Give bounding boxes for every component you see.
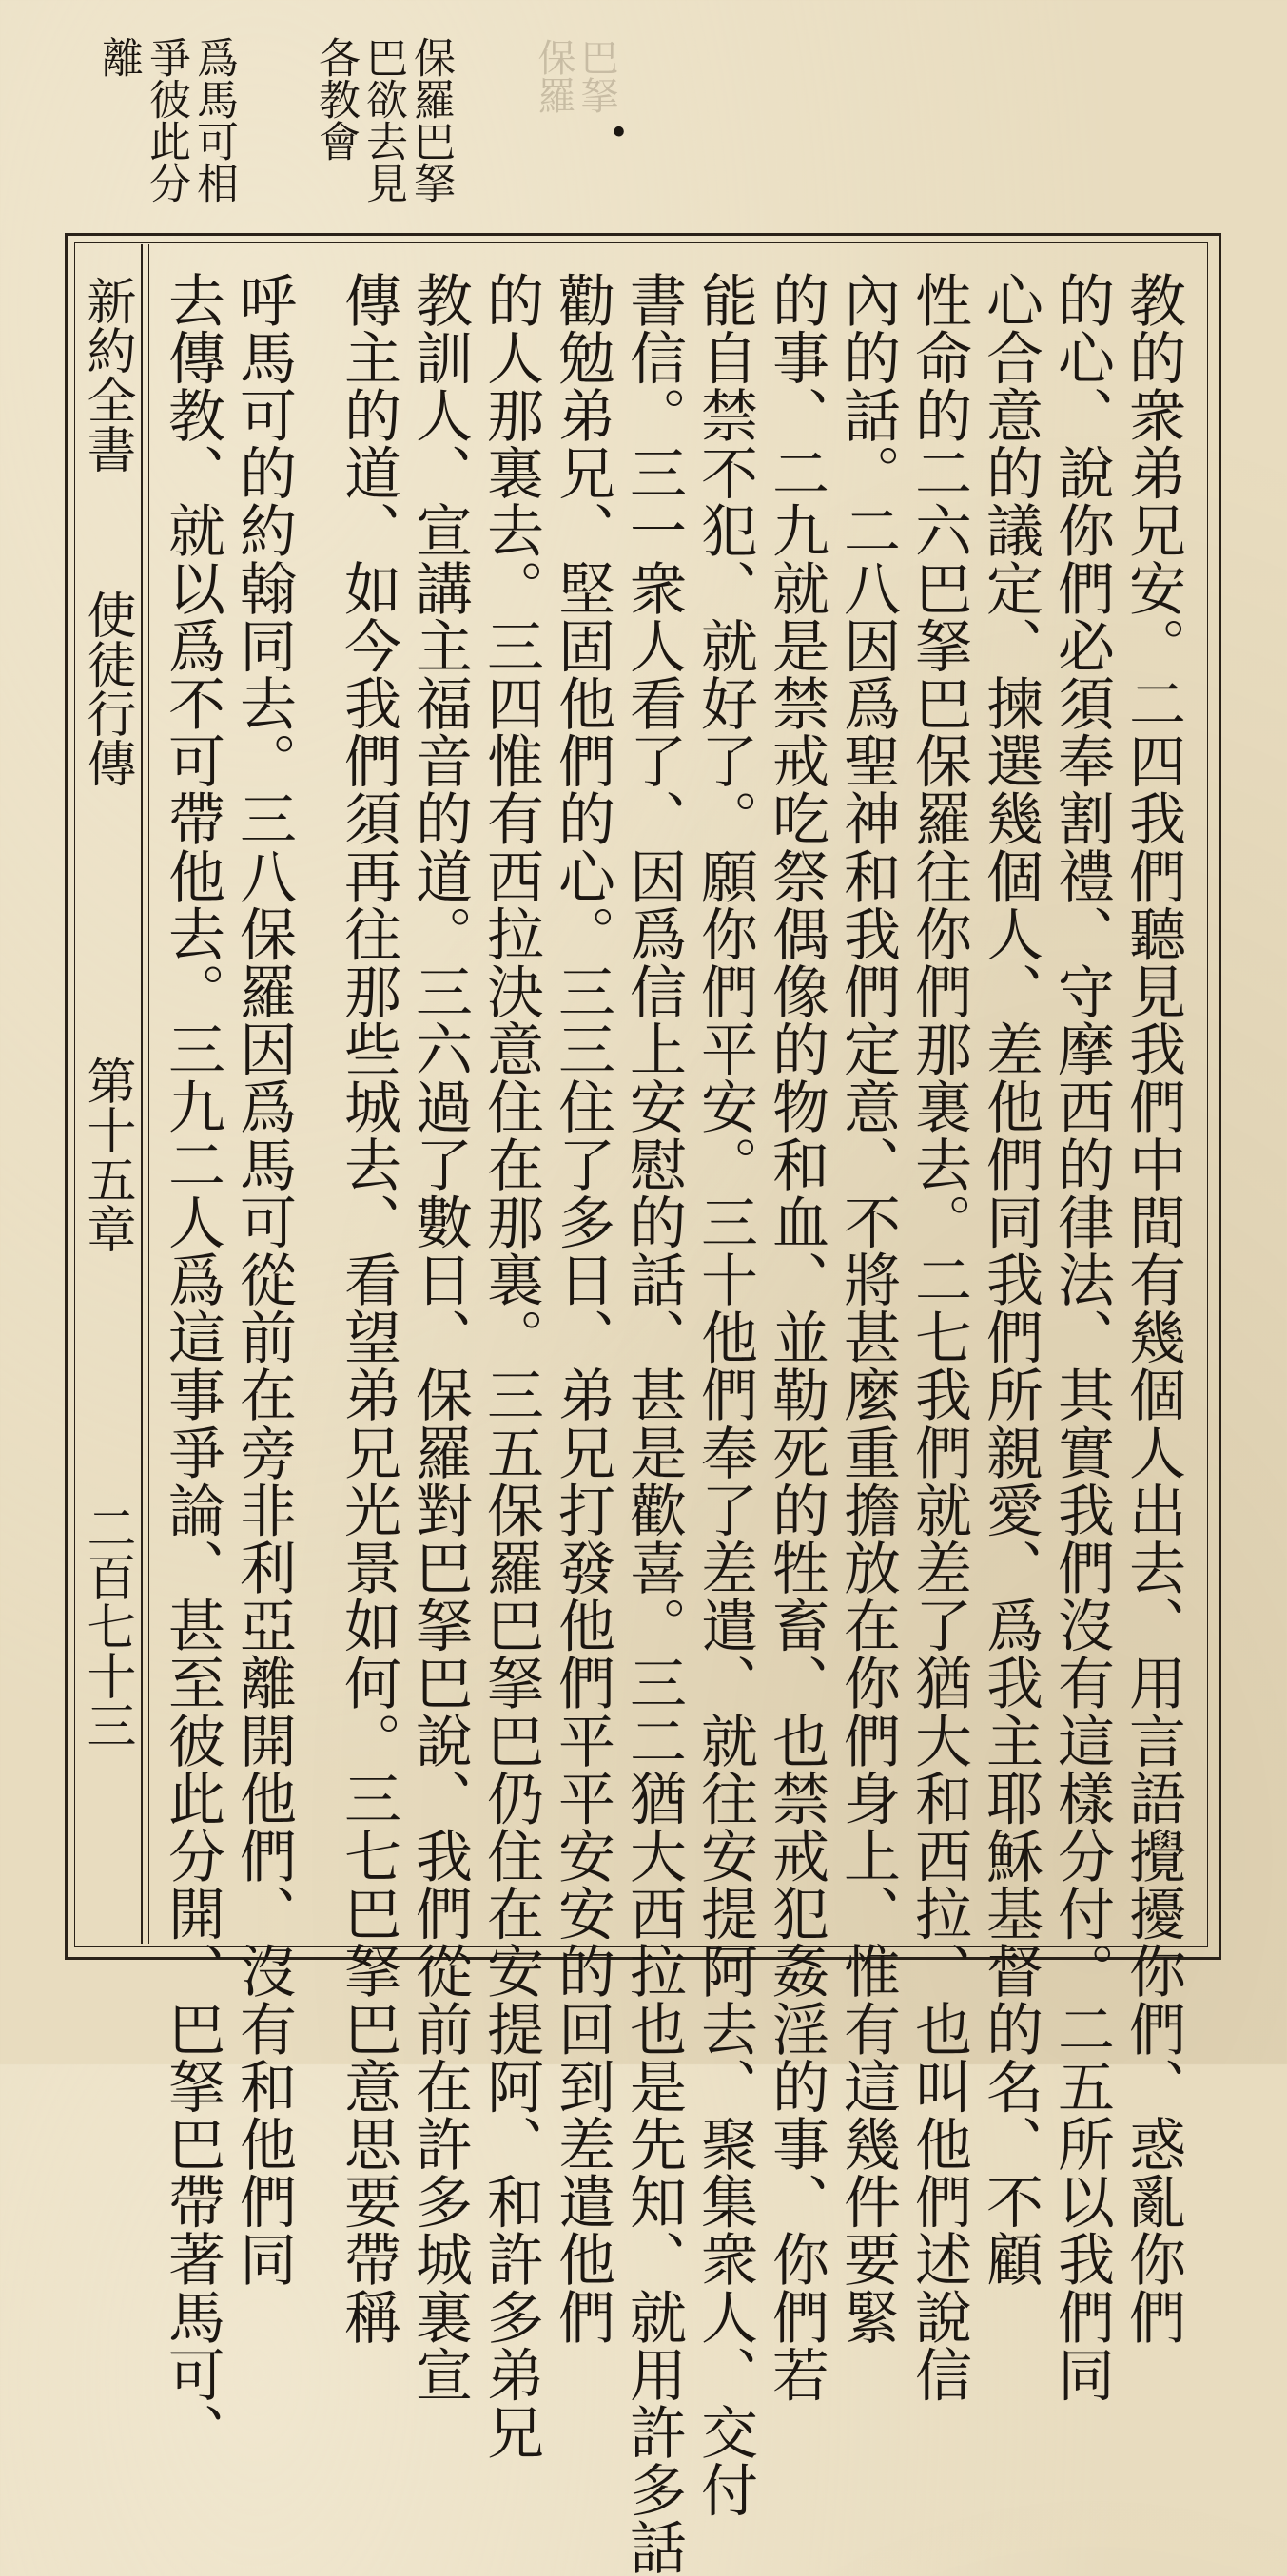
headnote-line: 爲馬可相: [189, 36, 238, 203]
headnote-line: 各教會: [311, 36, 360, 162]
headnote-line: 離: [94, 36, 143, 78]
running-head-divider: [141, 244, 143, 1944]
text-column: 教訓人、宣講主福音的道。三六過了數日、保羅對巴拏巴說、我們從前在許多城裏宣: [406, 271, 473, 2404]
text-column: 內的話。二八因爲聖神和我們定意、不將甚麼重擔放在你們身上、惟有這幾件要緊: [834, 271, 901, 2346]
ornament-dot: •: [609, 114, 630, 153]
text-column: 書信。三一衆人看了、因爲信上安慰的話、甚是歡喜。三二猶大西拉也是先知、就用許多話: [620, 271, 687, 2576]
page-number: 二百七十三: [78, 1502, 135, 1750]
bleed-through-text: 巴拏: [575, 38, 618, 114]
running-head-section: 使徒行傳: [78, 590, 135, 787]
text-column: 勸勉弟兄、堅固他們的心。三三住了多日、弟兄打發他們平平安安的回到差遣他們: [549, 271, 615, 2346]
running-head-book: 新約全書: [78, 276, 135, 474]
headnote-line: 爭彼此分: [142, 36, 190, 203]
headnote-line: 巴欲去見: [359, 36, 407, 203]
text-column: 能自禁不犯、就好了。願你們平安。三十他們奉了差遣、就往安提阿去、聚集衆人、交付: [692, 271, 758, 2519]
running-head-divider-thin: [148, 244, 149, 1944]
bleed-through-text: 保羅: [532, 38, 575, 114]
running-head-chapter: 第十五章: [78, 1056, 135, 1253]
text-column: 的心、說你們必須奉割禮、守摩西的律法、其實我們沒有這樣分付。二五所以我們同: [1048, 271, 1115, 2404]
text-column: 傳主的道、如今我們須再往那些城去、看望弟兄光景如何。三七巴拏巴意思要帶稱: [335, 271, 401, 2346]
text-column: 去傳教、就以爲不可帶他去。三九二人爲這事爭論、甚至彼此分開、巴拏巴帶著馬可、: [159, 271, 225, 2461]
text-column: 呼馬可的約翰同去。三八保羅因爲馬可從前在旁非利亞離開他們、沒有和他們同: [230, 271, 297, 2288]
text-column: 的事、二九就是禁戒吃祭偶像的物和血、並勒死的牲畜、也禁戒犯姦淫的事、你們若: [763, 271, 829, 2404]
text-column: 性命的二六巴拏巴保羅往你們那裏去。二七我們就差了猶大和西拉、也叫他們述說信: [906, 271, 972, 2404]
headnote-line: 保羅巴拏: [406, 36, 455, 203]
text-column: 心合意的議定、揀選幾個人、差他們同我們所親愛、爲我主耶穌基督的名、不顧: [977, 271, 1043, 2288]
text-column: 教的衆弟兄安。二四我們聽見我們中間有幾個人出去、用言語攪擾你們、惑亂你們: [1120, 271, 1186, 2346]
text-column: 的人那裏去。三四惟有西拉決意住在那裏。三五保羅巴拏巴仍住在安提阿、和許多弟兄: [478, 271, 544, 2461]
